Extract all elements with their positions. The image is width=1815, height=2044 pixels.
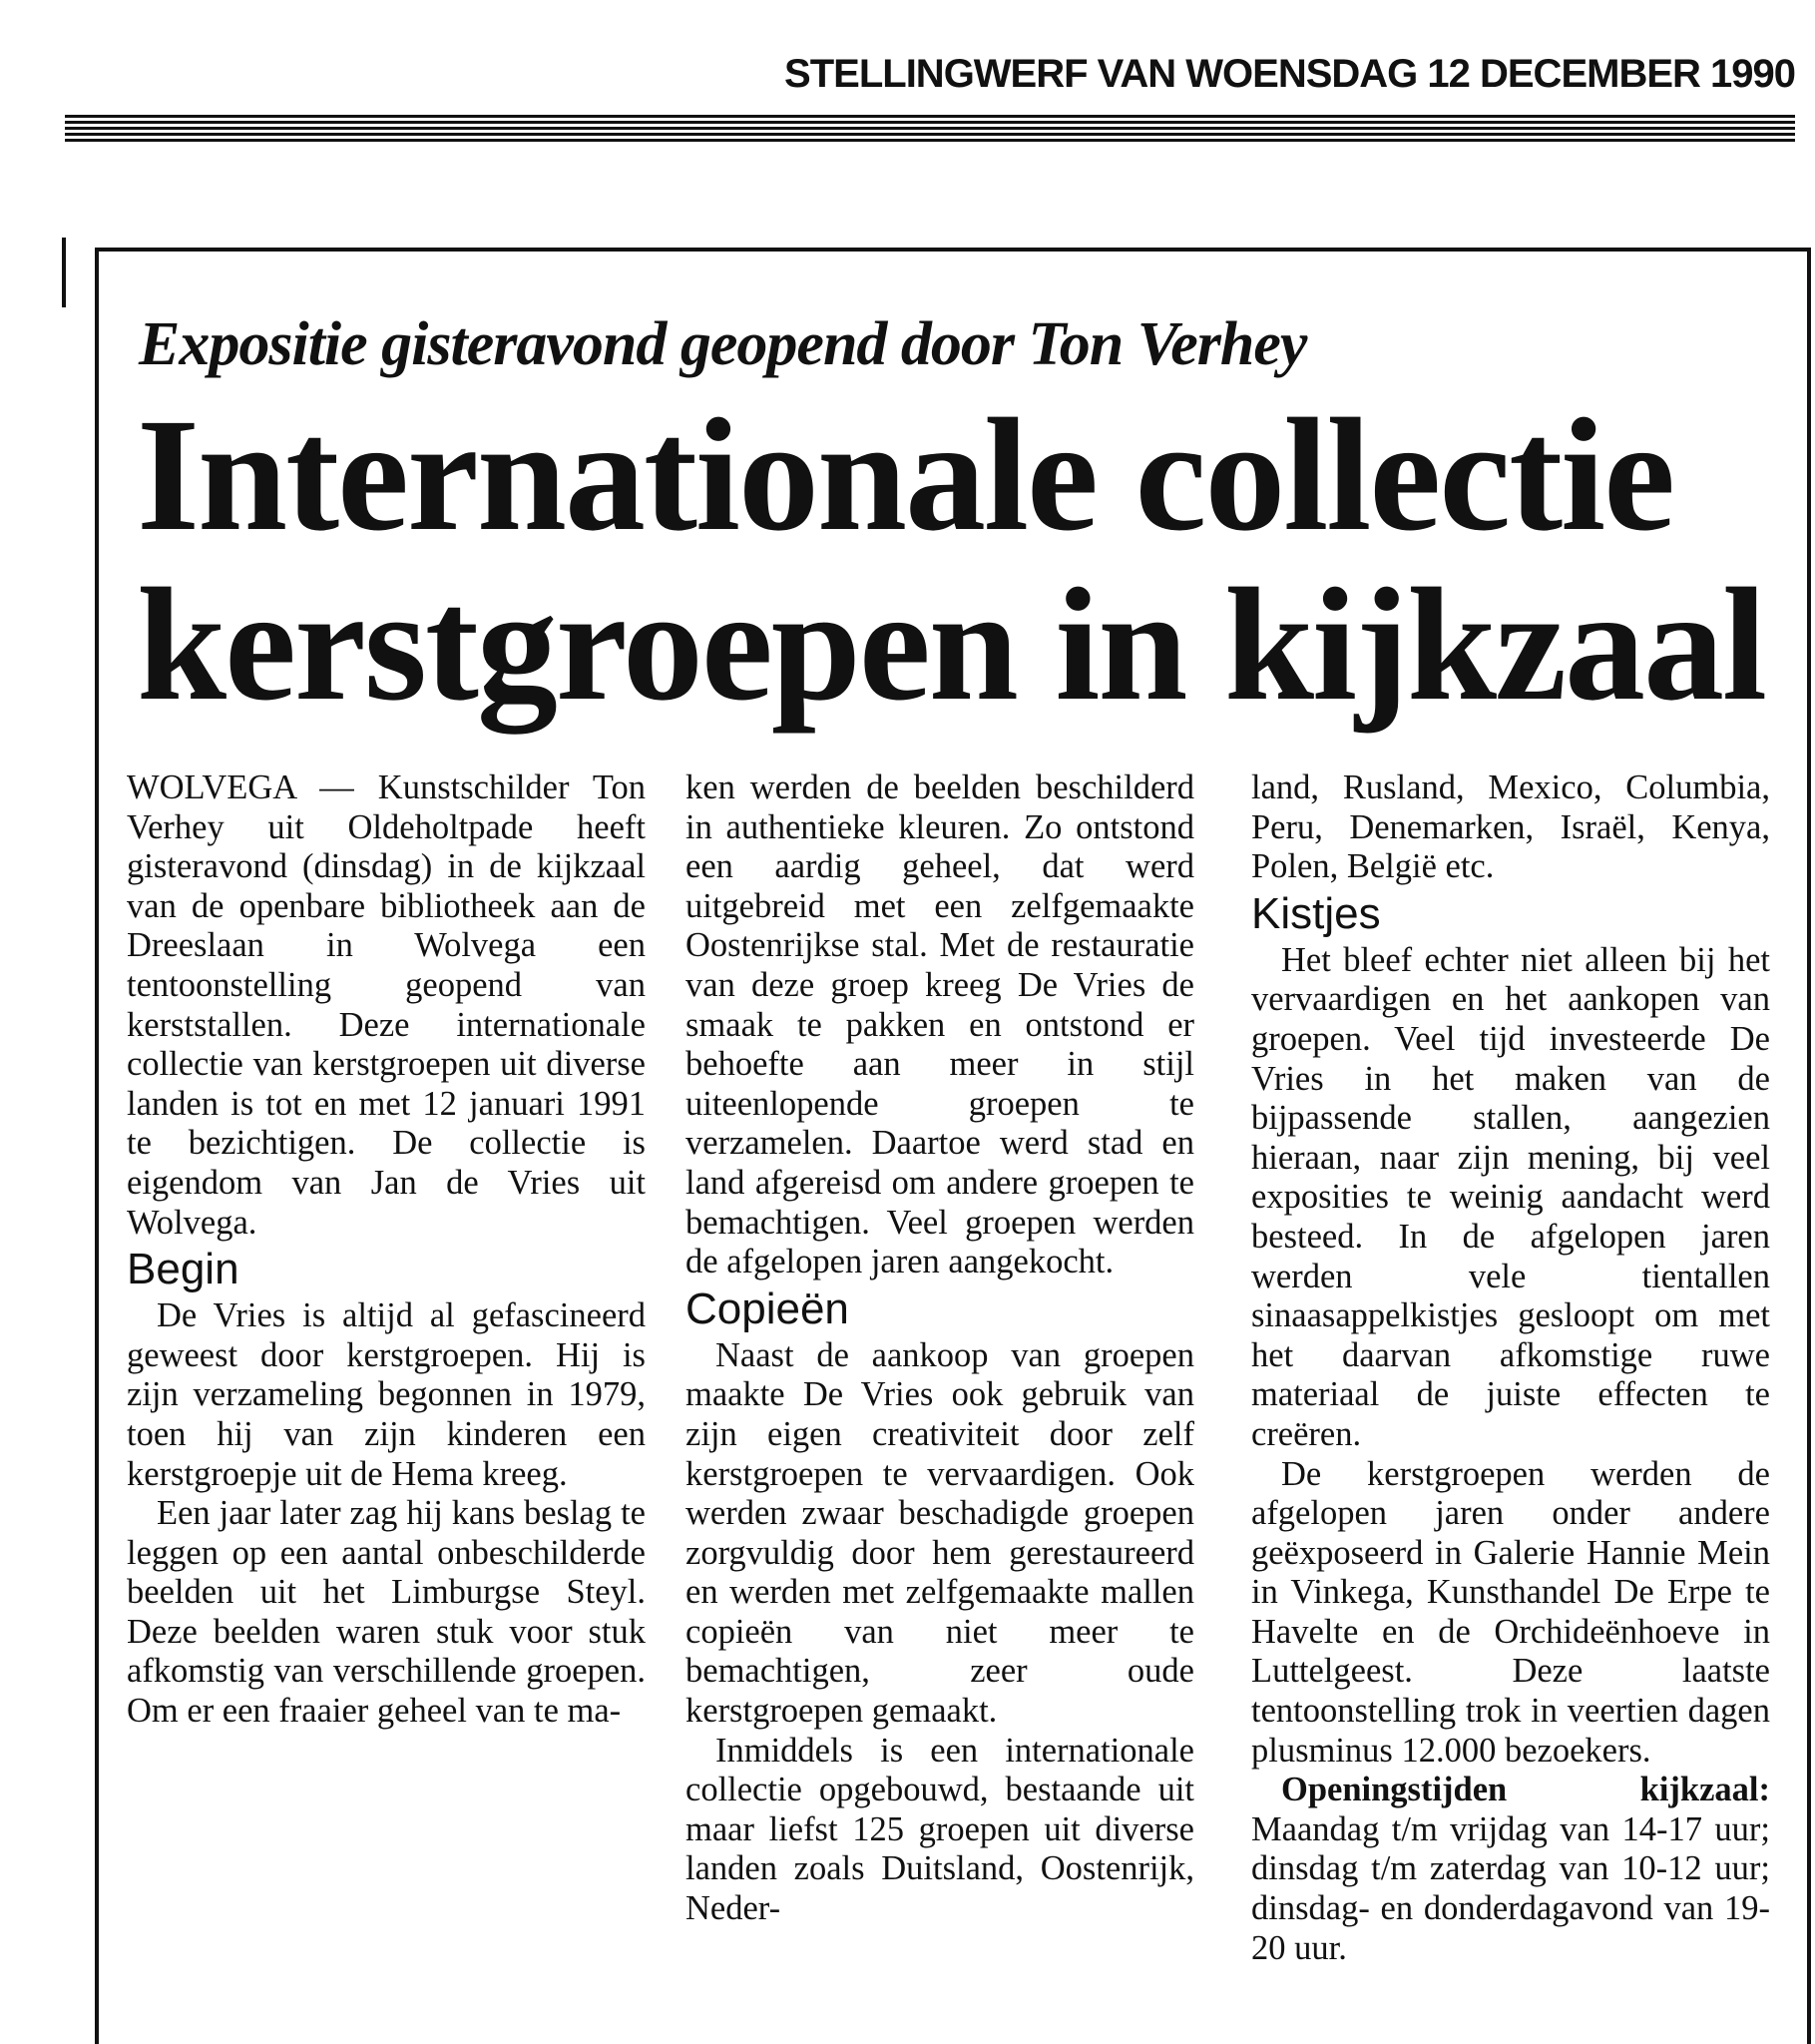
article-box (95, 248, 1811, 2044)
subheading-begin: Begin (127, 1245, 239, 1294)
margin-mark (62, 238, 66, 307)
paragraph: Het bleef echter niet alleen bij het vervaardigen en het aankopen van groepen. Veel tijd investeerde De Vries in het maken van de bijpassende stallen, aangezien hieraan, naar zijn mening, bij veel exposities te weinig aandacht werd besteed. In de afgelopen jaren werden vele tientallen sinaasappelkistjes gesloopt om met het daarvan afkomstige ruwe materiaal de juiste effecten te creëren. (1251, 940, 1770, 1453)
subheading-kistjes: Kistjes (1251, 888, 1381, 938)
article-column-2 (685, 768, 1194, 1929)
article-headline: Internationale collectie kerstgroepen in kijkzaal (137, 386, 1766, 735)
article-column-1 (127, 768, 646, 1732)
paragraph: De kerstgroepen werden de afgelopen jaren onder andere geëxposeerd in Galerie Hannie Mein in Vinkega, Kunsthandel De Erpe te Havelte en de Orchideënhoeve in Luttelgeest. Deze laatste tentoonstelling trok in veertien dagen plusminus 12.000 bezoekers. (1251, 1454, 1770, 1770)
masthead-rules (65, 115, 1795, 145)
paragraph: land, Rusland, Mexico, Columbia, Peru, Denemarken, Israël, Kenya, Polen, België etc. (1251, 768, 1770, 886)
lead-paragraph: WOLVEGA — Kunstschilder Ton Verhey uit Oldeholtpade heeft gisteravond (dinsdag) in de kijkzaal van de openbare bibliotheek aan de Dreeslaan in Wolvega een tentoonstelling geopend van kerststallen. Deze internationale collectie van kerstgroepen uit diverse landen is tot en met 12 januari 1991 te bezichtigen. De collectie is eigendom van Jan de Vries uit Wolvega. (127, 768, 646, 1242)
opening-hours (1251, 1771, 1770, 1968)
newspaper-masthead: STELLINGWERF VAN WOENSDAG 12 DECEMBER 1990 (784, 52, 1795, 96)
paragraph: Naast de aankoop van groepen maakte De Vries ook gebruik van zijn eigen creativiteit door zelf kerstgroepen te vervaardigen. Ook werden zwaar beschadigde groepen zorgvuldig door hem gerestaureerd en werden met zelfgemaakte mallen copieën van niet meer te bemachtigen, zeer oude kerstgroepen gemaakt. (685, 1335, 1194, 1731)
opening-hours-label: Openingstijden kijkzaal: (1281, 1771, 1770, 1809)
paragraph: ken werden de beelden beschilderd in authentieke kleuren. Zo ontstond een aardig geheel, dat werd uitgebreid met een zelfgemaakte Oostenrijkse stal. Met de restauratie van deze groep kreeg De Vries de smaak te pakken en ontstond er behoefte aan meer in stijl uiteenlopende groepen te verzamelen. Daartoe werd stad en land afgereisd om andere groepen te bemachtigen. Veel groepen werden de afgelopen jaren aangekocht. (685, 768, 1194, 1281)
paragraph: Een jaar later zag hij kans beslag te leggen op een aantal onbeschilderde beelden uit het Limburgse Steyl. Deze beelden waren stuk voor stuk afkomstig van verschillende groepen. Om er een fraaier geheel van te ma- (127, 1494, 646, 1731)
article-column-3 (1251, 768, 1770, 1968)
paragraph: De Vries is altijd al gefascineerd geweest door kerstgroepen. Hij is zijn verzameling begonnen in 1979, toen hij van zijn kinderen een kerstgroepje uit de Hema kreeg. (127, 1296, 646, 1493)
subheading-copieen: Copieën (685, 1283, 849, 1333)
article-kicker: Expositie gisteravond geopend door Ton Verhey (139, 310, 1307, 378)
opening-hours-text: Maandag t/m vrijdag van 14-17 uur; dinsdag t/m zaterdag van 10-12 uur; dinsdag- en donderdagavond van 19-20 uur. (1251, 1809, 1770, 1967)
paragraph: Inmiddels is een internationale collectie opgebouwd, bestaande uit maar liefst 125 groepen uit diverse landen zoals Duitsland, Oostenrijk, Neder- (685, 1731, 1194, 1928)
